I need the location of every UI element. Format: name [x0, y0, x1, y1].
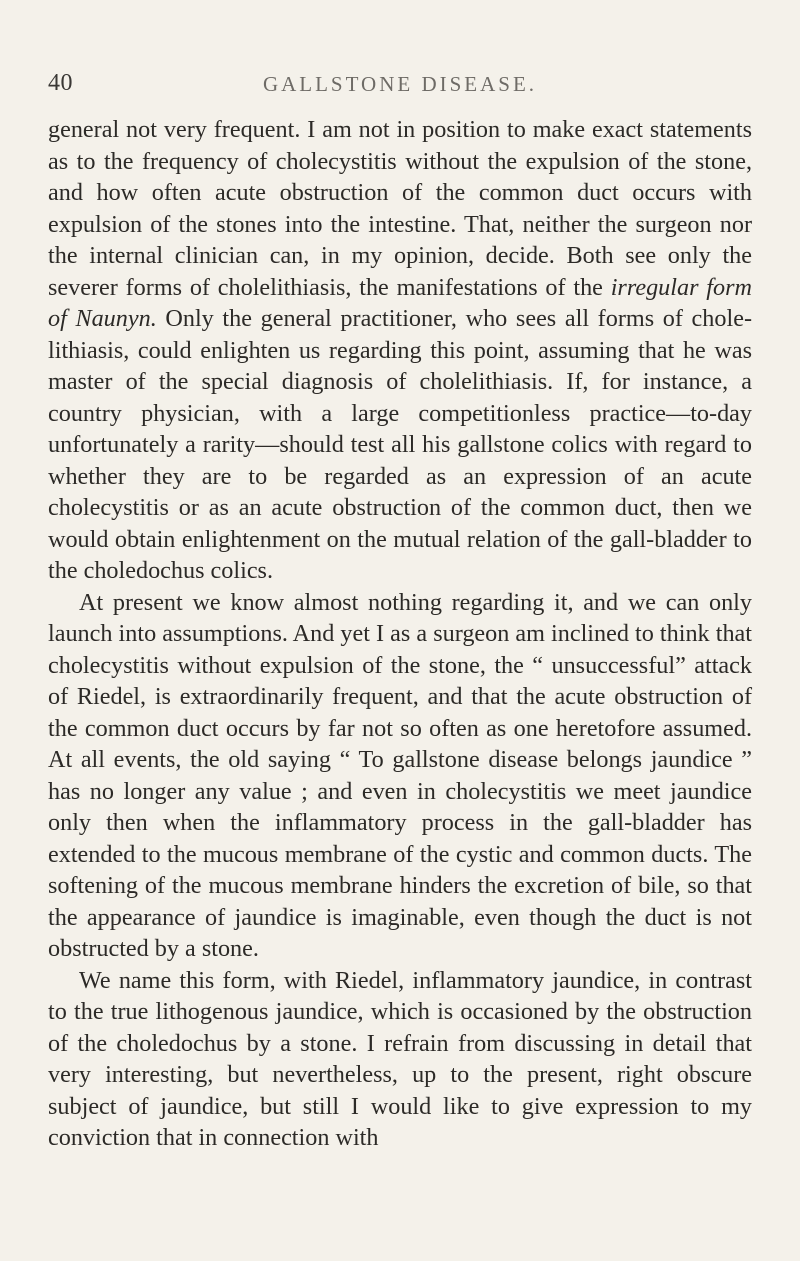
paragraph-1-emphasis: irregular form of Naunyn.: [48, 273, 752, 332]
paragraph-3: We name this form, with Riedel, inflammatory jaundice, in contrast to the true lithogenous jaundice, which is occasioned by the obstruction of the choledochus by a stone. I refrain from discussing in detail that very interesting, but nevertheless, up to the present, right obscure subject of jaundice, but still I would like to give expression to my conviction that in connection with: [48, 966, 752, 1151]
paragraph-1-text-a: general not very frequent. I am not in position to make exact statements as to the frequency of cholecystitis without the expulsion of the stone, and how often acute obstruction of the common duct occurs with expulsion of the stones into the intestine. That, neither the surgeon nor the internal clinician can, in my opinion, decide. Both see only the severer forms of cholelithiasis, the manifestations of the: [48, 116, 752, 301]
paragraph-1: [48, 114, 752, 587]
paragraph-2: At present we know almost nothing regarding it, and we can only launch into assumptions. And yet I as a surgeon am inclined to think that cholecystitis without expulsion of the stone, the “ unsuccessful” attack of Riedel, is extraordinarily frequent, and that the acute obstruction of the common duct occurs by far not so often as one heretofore assumed. At all events, the old saying “ To gallstone disease belongs jaundice ” has no longer any value ; and even in cholecystitis we meet jaundice only then when the inflammatory process in the gall-bladder has extended to the mucous membrane of the cystic and common ducts. The softening of the mucous membrane hinders the excretion of bile, so that the appearance of jaundice is imaginable, even though the duct is not obstructed by a stone.: [48, 588, 752, 962]
body-text: [48, 114, 752, 1154]
running-title: GALLSTONE DISEASE.: [262, 72, 538, 96]
paragraph-1-text-b: Only the general practitioner, who sees all forms of cholelithiasis, could enlighten us regarding this point, assuming that he was master of the special diagnosis of cholelithiasis. If, for instance, a country physician, with a large competitionless practice—to-day unfortunately a rarity—should test all his gallstone colics with regard to whether they are to be regarded as an expression of an acute cholecystitis or as an acute obstruction of the common duct, then we would obtain enlightenment on the mutual relation of the gall-bladder to the choledochus colics.: [48, 305, 752, 584]
page-number: 40: [48, 70, 73, 96]
page-header: [48, 70, 752, 106]
